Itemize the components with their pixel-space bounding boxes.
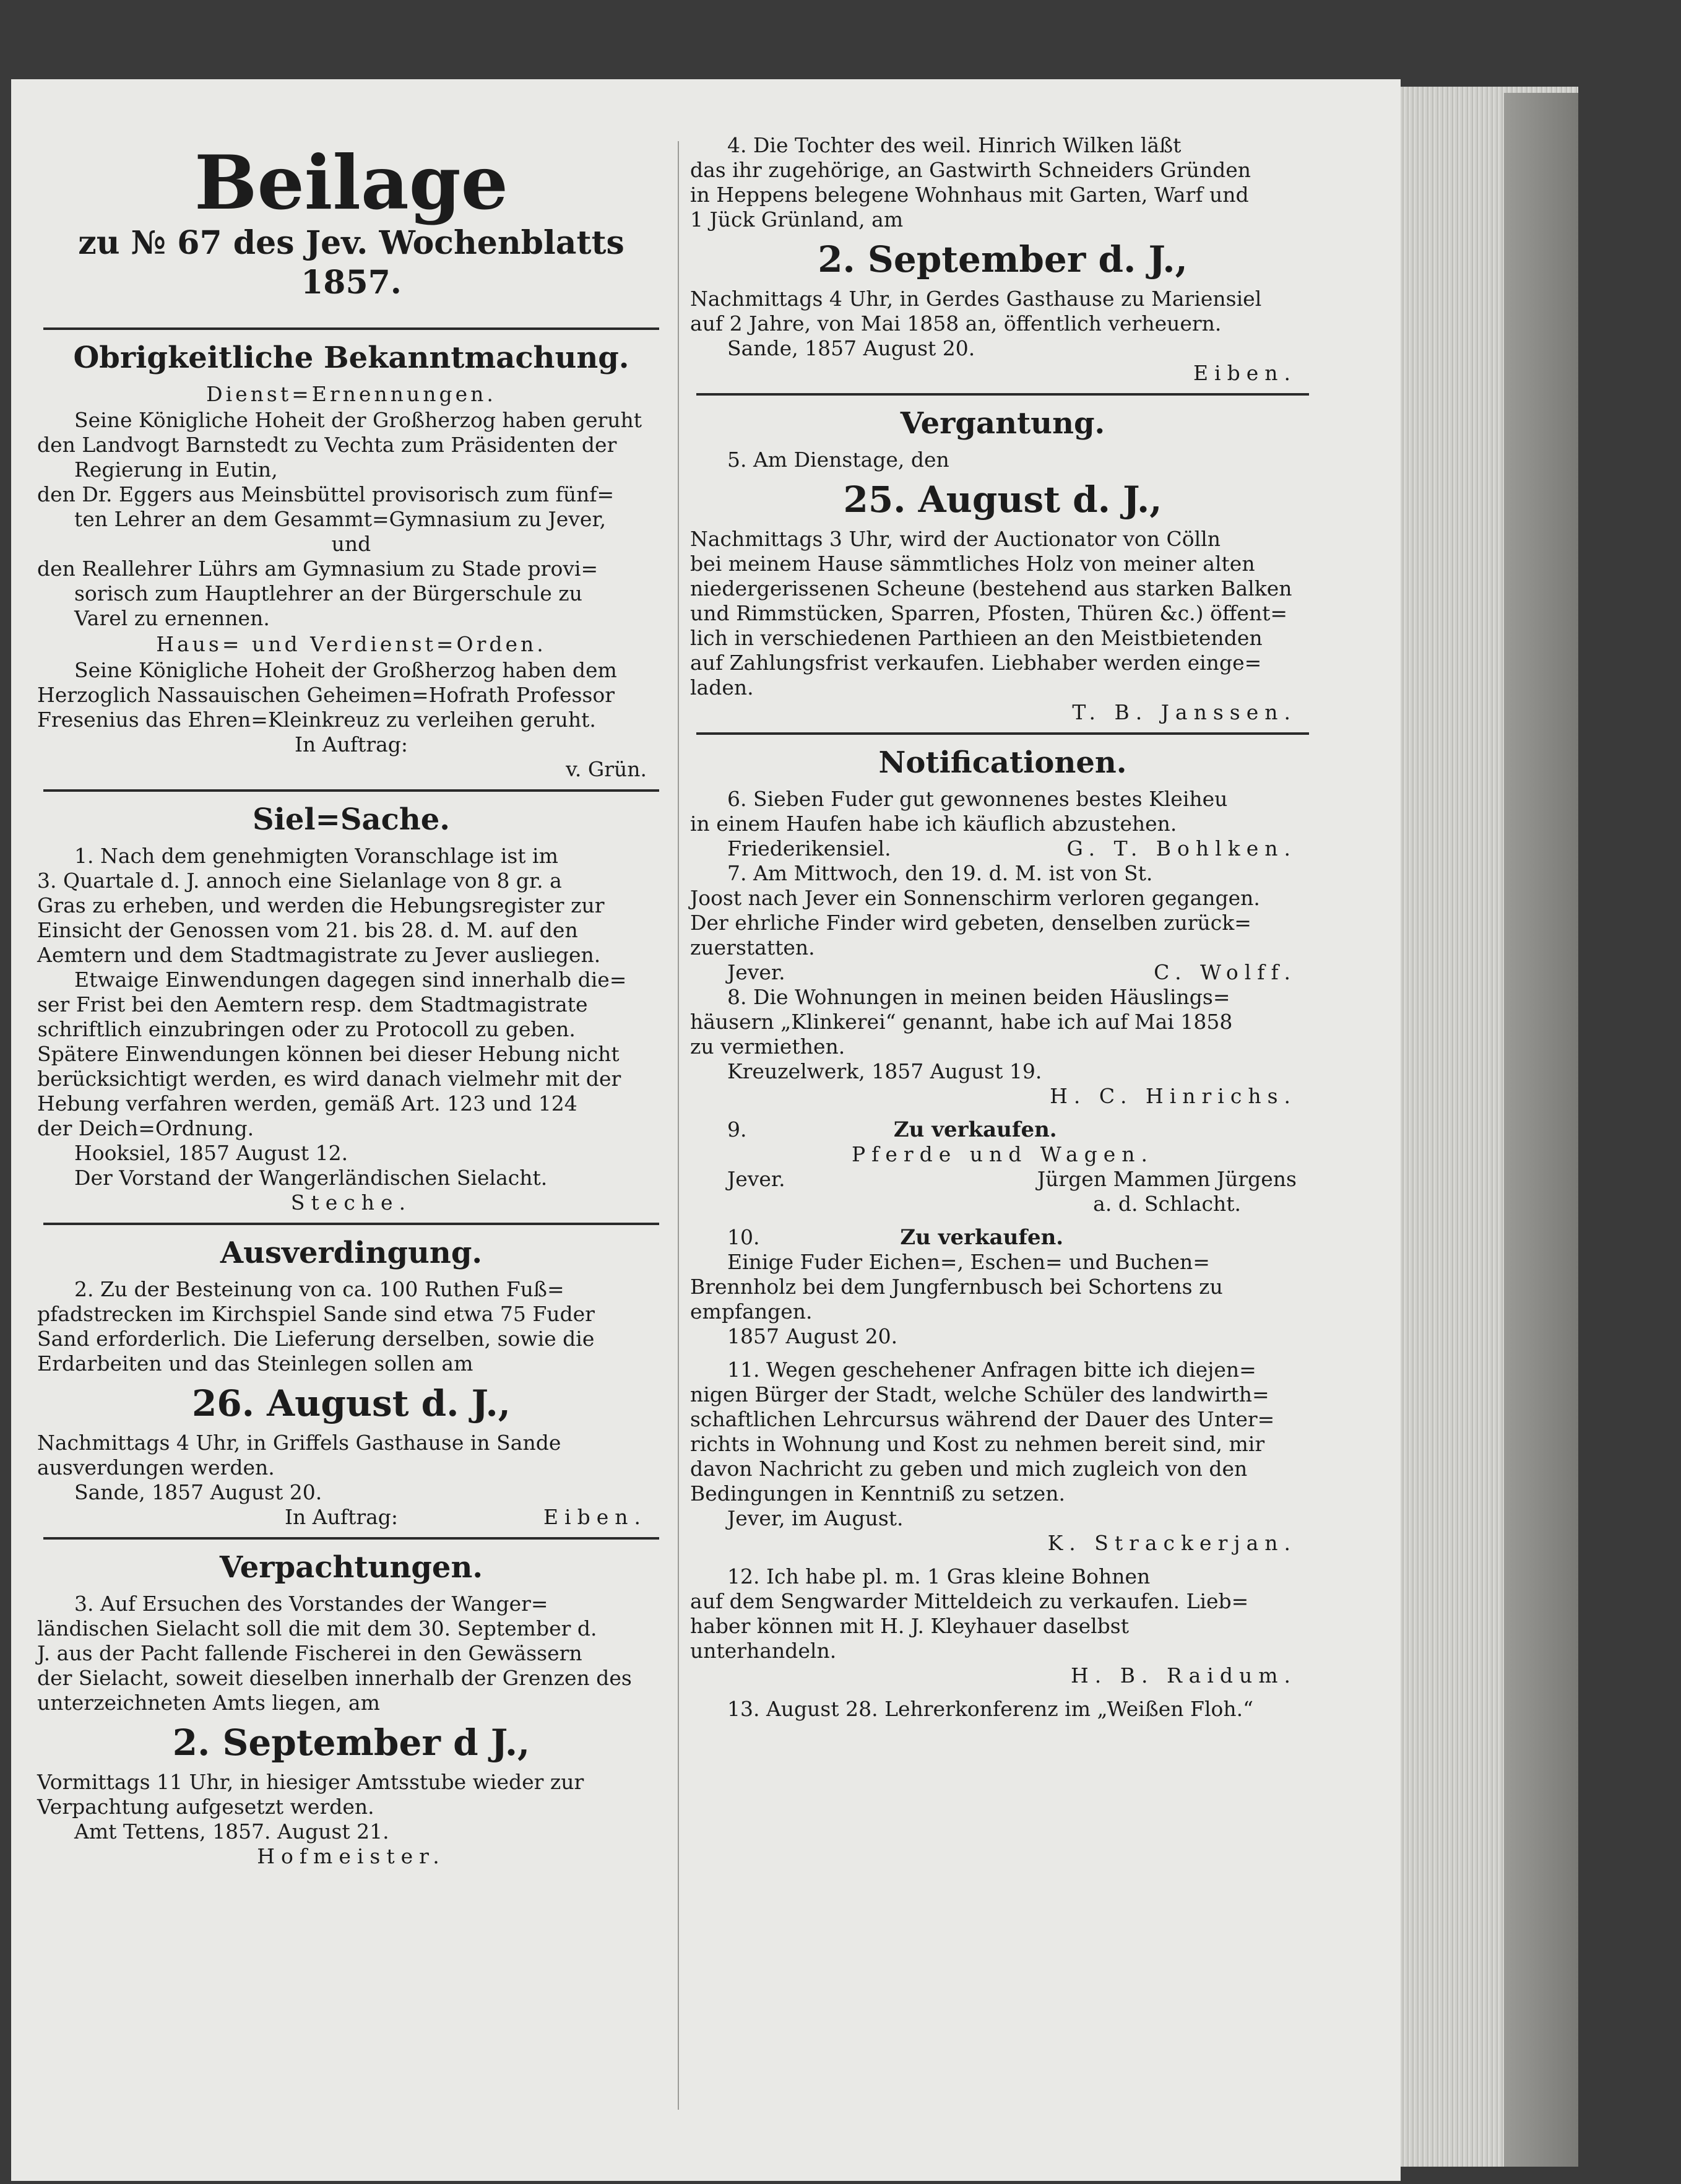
text-line: 7. Am Mittwoch, den 19. d. M. ist von St. — [727, 861, 1153, 885]
signature: K. Strackerjan. — [1047, 1531, 1297, 1555]
text-line: den Landvogt Barnstedt zu Vechta zum Präsidenten der — [37, 433, 617, 457]
signature: Steche. — [290, 1190, 412, 1215]
text-line: Jever, im August. — [727, 1506, 904, 1530]
text-line: schaftlichen Lehrcursus während der Dauer des Unter= — [690, 1407, 1275, 1431]
text-line: pfadstrecken im Kirchspiel Sande sind etwa 75 Fuder — [37, 1302, 595, 1326]
text-line: haber können mit H. J. Kleyhauer daselbst — [690, 1614, 1129, 1638]
text-line: ländischen Sielacht soll die mit dem 30. September d. — [37, 1616, 597, 1640]
text-line: auf dem Sengwarder Mitteldeich zu verkaufen. Lieb= — [690, 1589, 1249, 1613]
heading-row — [690, 1117, 1315, 1142]
text-line: Gras zu erheben, und werden die Hebungsregister zur — [37, 893, 605, 917]
heading-row — [690, 1225, 1315, 1250]
text-line: unterhandeln. — [690, 1639, 837, 1663]
rule — [43, 1223, 659, 1225]
text-line: Bedingungen in Kenntniß zu setzen. — [690, 1481, 1065, 1506]
text-line: Einsicht der Genossen vom 21. bis 28. d. M. auf den — [37, 918, 578, 942]
text-line: Nachmittags 4 Uhr, in Gerdes Gasthause zu Mariensiel — [690, 287, 1262, 311]
text-line: nigen Bürger der Stadt, welche Schüler des landwirth= — [690, 1382, 1269, 1406]
signature-row — [690, 960, 1315, 985]
signature: C. Wolff. — [1154, 960, 1297, 984]
text-line: Joost nach Jever ein Sonnenschirm verloren gegangen. — [690, 886, 1260, 910]
text-line: niedergerissenen Scheune (bestehend aus starken Balken — [690, 576, 1292, 600]
text-line: 3. Quartale d. J. annoch eine Sielanlage von 8 gr. a — [37, 869, 562, 893]
text-line: den Reallehrer Lührs am Gymnasium zu Stade provi= — [37, 557, 599, 581]
signature-row — [37, 1505, 665, 1530]
text-line: Aemtern und dem Stadtmagistrate zu Jever ausliegen. — [37, 943, 601, 967]
text-line: auf 2 Jahre, von Mai 1858 an, öffentlich verheuern. — [690, 311, 1222, 336]
text-line: zuerstatten. — [690, 935, 815, 960]
text-line: Brennholz bei dem Jungfernbusch bei Schortens zu — [690, 1275, 1223, 1299]
text-line: lich in verschiedenen Parthieen an den Meistbietenden — [690, 626, 1263, 650]
section-heading: Ausverdingung. — [220, 1236, 483, 1270]
text-line: das ihr zugehörige, an Gastwirth Schneiders Gründen — [690, 158, 1251, 182]
text-line: 2. Zu der Besteinung von ca. 100 Ruthen Fuß= — [74, 1277, 564, 1301]
signature-line: a. d. Schlacht. — [1093, 1192, 1241, 1216]
signature: G. T. Bohlken. — [1066, 836, 1297, 860]
auftrag-label: In Auftrag: — [285, 1505, 399, 1529]
text-line: Seine Königliche Hoheit der Großherzog haben dem — [74, 658, 617, 682]
inline-heading: Zu verkaufen. — [900, 1225, 1064, 1250]
text-line: 3. Auf Ersuchen des Vorstandes der Wanger= — [74, 1592, 548, 1616]
text-line: und — [331, 532, 371, 556]
text-line: schriftlich einzubringen oder zu Protocoll zu geben. — [37, 1017, 576, 1041]
text-line: 8. Die Wohnungen in meinen beiden Häuslings= — [727, 985, 1230, 1009]
text-line: 1. Nach dem genehmigten Voranschlage ist im — [74, 844, 558, 868]
text-line: Einige Fuder Eichen=, Eschen= und Buchen= — [727, 1250, 1210, 1274]
rule — [43, 789, 659, 792]
text-line: zu vermiethen. — [690, 1034, 845, 1059]
book-spine — [1504, 93, 1578, 2167]
signature: Jürgen Mammen Jürgens — [1037, 1167, 1297, 1191]
section-heading: Notificationen. — [878, 745, 1127, 780]
text-line: 11. Wegen geschehener Anfragen bitte ich diejen= — [727, 1358, 1256, 1382]
place: Jever. — [727, 1167, 785, 1191]
text-line: in einem Haufen habe ich käuflich abzustehen. — [690, 812, 1177, 836]
text-line: 4. Die Tochter des weil. Hinrich Wilken läßt — [727, 133, 1182, 157]
signature: v. Grün. — [566, 757, 647, 781]
text-line: Nachmittags 4 Uhr, in Griffels Gasthause in Sande — [37, 1431, 561, 1455]
text-line: und Rimmstücken, Sparren, Pfosten, Thüren &c.) öffent= — [690, 601, 1288, 625]
subheading: Dienst=Ernennungen. — [206, 382, 496, 406]
text-line: bei meinem Hause sämmtliches Holz von meiner alten — [690, 552, 1255, 576]
text-line: 12. Ich habe pl. m. 1 Gras kleine Bohnen — [727, 1564, 1151, 1588]
item-number: 9. — [727, 1117, 747, 1142]
rule — [43, 1537, 659, 1540]
text-line: den Dr. Eggers aus Meinsbüttel provisorisch zum fünf= — [37, 482, 615, 506]
text-line: Nachmittags 3 Uhr, wird der Auctionator von Cölln — [690, 527, 1221, 551]
text-line: Sand erforderlich. Die Lieferung derselben, sowie die — [37, 1327, 595, 1351]
masthead-subtitle: zu № 67 des Jev. Wochenblatts 1857. — [78, 224, 624, 301]
text-line: laden. — [690, 675, 754, 700]
date-heading: 26. August d. J., — [192, 1382, 511, 1424]
text-line: Vormittags 11 Uhr, in hiesiger Amtsstube wieder zur — [37, 1770, 584, 1794]
text-line: 5. Am Dienstage, den — [727, 448, 949, 472]
text-line: Spätere Einwendungen können bei dieser Hebung nicht — [37, 1042, 620, 1066]
text-line: Der ehrliche Finder wird gebeten, denselben zurück= — [690, 911, 1251, 935]
text-line: richts in Wohnung und Kost zu nehmen bereit sind, mir — [690, 1432, 1265, 1456]
text-line: ausverdungen werden. — [37, 1455, 275, 1480]
notice-ausverdingung — [37, 1235, 665, 1530]
text-line: Hebung verfahren werden, gemäß Art. 123 und 124 — [37, 1091, 577, 1116]
text-line: Sande, 1857 August 20. — [727, 336, 975, 360]
text-line: Der Vorstand der Wangerländischen Sielacht. — [74, 1166, 548, 1190]
section-heading: Verpachtungen. — [219, 1550, 483, 1585]
signature-row — [690, 1167, 1315, 1192]
section-heading: Vergantung. — [900, 406, 1105, 441]
text-line: Regierung in Eutin, — [74, 457, 278, 482]
date-heading: 25. August d. J., — [843, 479, 1162, 521]
text-line: ser Frist bei den Aemtern resp. dem Stadtmagistrate — [37, 992, 588, 1016]
text-line: 6. Sieben Fuder gut gewonnenes bestes Kleiheu — [727, 787, 1228, 811]
text-line: Pferde und Wagen. — [851, 1142, 1154, 1166]
text-line: in Heppens belegene Wohnhaus mit Garten, Warf und — [690, 183, 1249, 207]
text-line: Amt Tettens, 1857. August 21. — [74, 1819, 389, 1844]
text-line: Erdarbeiten und das Steinlegen sollen am — [37, 1351, 473, 1376]
signature: Eiben. — [1193, 361, 1297, 385]
notice-obrigkeitliche — [37, 340, 665, 782]
text-line: Herzoglich Nassauischen Geheimen=Hofrath Professor — [37, 683, 615, 707]
text-line: der Deich=Ordnung. — [37, 1116, 254, 1140]
signature: T. B. Janssen. — [1072, 700, 1297, 724]
text-line: In Auftrag: — [294, 732, 408, 756]
signature: H. C. Hinrichs. — [1050, 1084, 1297, 1108]
text-line: Verpachtung aufgesetzt werden. — [37, 1795, 374, 1819]
rule — [696, 393, 1309, 396]
text-line: Kreuzelwerk, 1857 August 19. — [727, 1059, 1042, 1083]
signature: Hofmeister. — [257, 1844, 446, 1868]
text-line: J. aus der Pacht fallende Fischerei in den Gewässern — [37, 1641, 582, 1665]
text-line: ten Lehrer an dem Gesammt=Gymnasium zu Jever, — [74, 507, 607, 531]
rule — [696, 732, 1309, 735]
text-line: empfangen. — [690, 1299, 813, 1324]
notice-4 — [690, 133, 1315, 386]
right-column — [690, 133, 1315, 1722]
column-divider — [678, 141, 679, 2110]
masthead-title: Beilage — [194, 139, 508, 227]
date-heading: 2. September d J., — [172, 1722, 530, 1764]
signature: Eiben. — [543, 1505, 647, 1529]
section-heading: Siel=Sache. — [252, 802, 451, 837]
text-line: davon Nachricht zu geben und mich zugleich von den — [690, 1457, 1248, 1481]
left-column — [37, 133, 665, 1869]
text-line: Hooksiel, 1857 August 12. — [74, 1141, 348, 1165]
text-line: Fresenius das Ehren=Kleinkreuz zu verleihen geruht. — [37, 708, 596, 732]
text-line: häusern „Klinkerei“ genannt, habe ich auf Mai 1858 — [690, 1010, 1233, 1034]
text-line: 1857 August 20. — [727, 1324, 898, 1348]
text-line: unterzeichneten Amts liegen, am — [37, 1691, 380, 1715]
text-line: 13. August 28. Lehrerkonferenz im „Weißen Floh.“ — [727, 1697, 1253, 1721]
notice-vergantung — [690, 405, 1315, 725]
date-heading: 2. September d. J., — [818, 238, 1188, 280]
text-line: auf Zahlungsfrist verkaufen. Liebhaber werden einge= — [690, 651, 1262, 675]
text-line: Sande, 1857 August 20. — [74, 1480, 322, 1504]
section-heading: Obrigkeitliche Bekanntmachung. — [73, 340, 629, 375]
text-line: 1 Jück Grünland, am — [690, 207, 904, 232]
text-line: berücksichtigt werden, es wird danach vielmehr mit der — [37, 1067, 621, 1091]
signature: H. B. Raidum. — [1071, 1663, 1297, 1688]
place: Friederikensiel. — [727, 836, 891, 860]
signature-row — [690, 836, 1315, 861]
inline-heading: Zu verkaufen. — [893, 1117, 1057, 1142]
text-line: sorisch zum Hauptlehrer an der Bürgerschule zu — [74, 581, 582, 605]
place: Jever. — [727, 960, 785, 984]
text-line: Varel zu ernennen. — [74, 606, 270, 630]
rule — [43, 327, 659, 330]
notice-verpachtungen — [37, 1549, 665, 1869]
notice-siel-sache — [37, 802, 665, 1215]
text-line: der Sielacht, soweit dieselben innerhalb der Grenzen des — [37, 1666, 632, 1690]
item-number: 10. — [727, 1225, 760, 1249]
subheading: Haus= und Verdienst=Orden. — [156, 632, 547, 656]
notice-notificationen — [690, 745, 1315, 1722]
text-line: Etwaige Einwendungen dagegen sind innerhalb die= — [74, 968, 627, 992]
text-line: Seine Königliche Hoheit der Großherzog haben geruht — [74, 408, 642, 432]
